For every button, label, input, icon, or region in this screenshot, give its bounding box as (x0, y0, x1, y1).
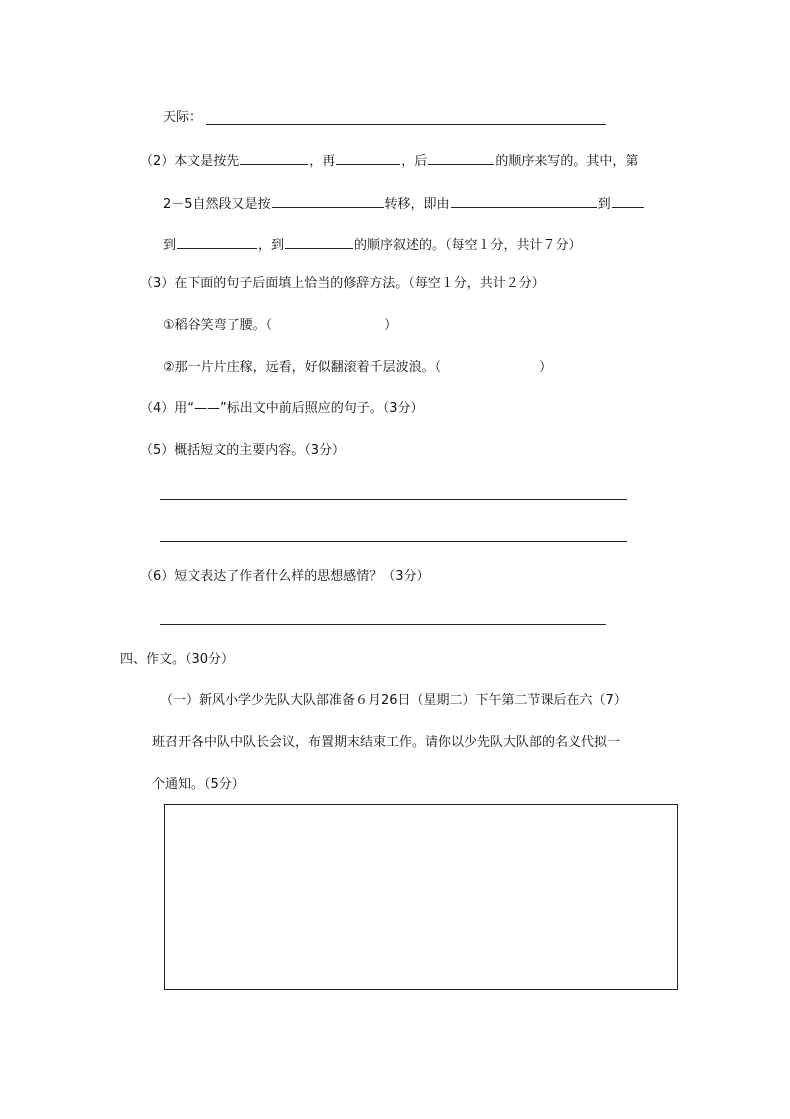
q2-line2 (163, 193, 645, 214)
q2-text-e: 2－5自然段又是按 (163, 197, 271, 212)
sky-question-line (163, 109, 202, 127)
sky-label: 天际： (163, 110, 203, 125)
q2-text-b: ，再 (309, 154, 336, 169)
sky-answer-line[interactable] (206, 124, 606, 125)
section4-title: 四、作文。（30分） (120, 652, 235, 667)
q2-blank-7[interactable] (177, 234, 257, 249)
q2-line3 (163, 234, 582, 255)
q2-blank-4[interactable] (272, 193, 384, 208)
q2-blank-1[interactable] (240, 150, 308, 165)
q5-answer-line-1[interactable] (160, 499, 627, 500)
section4-p1-line3: 个通知。（5分） (152, 777, 245, 792)
q5-text: （5）概括短文的主要内容。（3分） (140, 443, 346, 458)
q3-title: （3）在下面的句子后面填上恰当的修辞方法。（每空１分，共计２分） (140, 276, 545, 291)
q2-line1 (140, 150, 638, 171)
q5-answer-line-2[interactable] (160, 541, 627, 542)
q2-blank-3[interactable] (428, 150, 494, 165)
q3-item2-text: ②那一片片庄稼，远看，好似翻滚着千层波浪。（ (163, 360, 442, 375)
q6-answer-line[interactable] (160, 624, 606, 625)
q2-text-f: 转移，即由 (384, 197, 450, 212)
q3-item2 (163, 359, 552, 377)
q2-text-h: 到 (163, 238, 177, 253)
q3-item1-text: ①稻谷笑弯了腰。（ (163, 318, 273, 333)
q6-text: （6）短文表达了作者什么样的思想感情？（3分） (140, 569, 430, 584)
notice-writing-box[interactable] (164, 804, 678, 990)
q2-text-d: 的顺序来写的。其中，第 (495, 154, 639, 169)
q2-blank-2[interactable] (336, 150, 400, 165)
q3-item1 (163, 317, 397, 335)
q3-item1-close: ） (384, 318, 398, 333)
q2-text-c: ，后 (401, 154, 428, 169)
q3-item2-close: ） (539, 360, 553, 375)
q2-blank-8[interactable] (285, 234, 353, 249)
q2-blank-6[interactable] (612, 193, 644, 208)
q2-blank-5[interactable] (451, 193, 597, 208)
q2-text-g: 到 (597, 197, 611, 212)
q4-text: （4）用“——”标出文中前后照应的句子。（3分） (140, 401, 424, 416)
section4-p1-line2: 班召开各中队中队长会议，布置期末结束工作。请你以少先队大队部的名义代拟一 (152, 735, 621, 750)
q2-text-j: 的顺序叙述的。（每空１分，共计７分） (354, 238, 582, 253)
section4-p1-line1: （一）新风小学少先队大队部准备６月26日（星期二）下午第二节课后在六（7） (160, 693, 627, 708)
q2-text-i: ，到 (258, 238, 285, 253)
q2-text-a: （2）本文是按先 (140, 154, 240, 169)
